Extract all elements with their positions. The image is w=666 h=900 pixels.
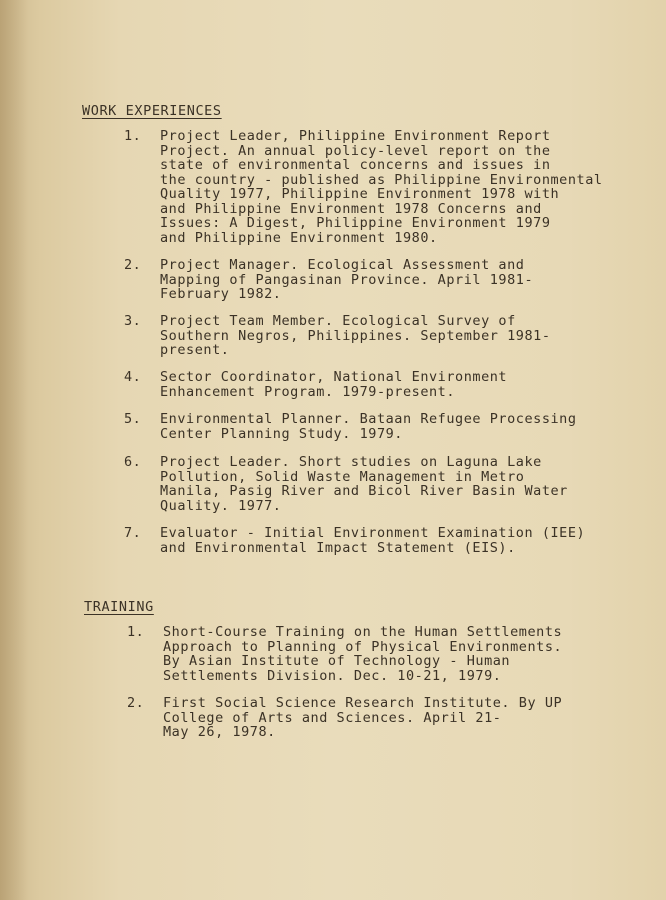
- training-item-1: [127, 625, 562, 683]
- work-item-1-text: Project Leader, Philippine Environment Report Project. An annual policy-level report on the state of environmental concerns and issues in the country - published as Philippine Environmental Quality 1977, Philippine Environment 1978 with and Philippine Environment 1978 Concerns and Issues: A Digest, Philippine Environment 1979 and Philippine Environment 1980.: [160, 128, 603, 246]
- work-item-4: [124, 370, 507, 399]
- page-edge-shadow: [0, 0, 28, 900]
- work-item-7-text: Evaluator - Initial Environment Examination (IEE) and Environmental Impact Statement (EIS).: [160, 525, 586, 556]
- work-item-5-number: 5.: [124, 411, 142, 427]
- training-item-2: [127, 696, 562, 740]
- work-item-2-text: Project Manager. Ecological Assessment and Mapping of Pangasinan Province. April 1981- February 1982.: [160, 257, 534, 302]
- work-item-3: [124, 314, 551, 358]
- work-item-1: [124, 129, 603, 245]
- work-item-3-text: Project Team Member. Ecological Survey of Southern Negros, Philippines. September 1981- present.: [160, 313, 551, 358]
- work-item-1-number: 1.: [124, 128, 142, 144]
- training-item-1-number: 1.: [127, 624, 145, 640]
- work-item-4-number: 4.: [124, 369, 142, 385]
- work-item-2-number: 2.: [124, 257, 142, 273]
- work-item-5: [124, 412, 577, 441]
- training-item-2-number: 2.: [127, 695, 145, 711]
- work-item-5-text: Environmental Planner. Bataan Refugee Processing Center Planning Study. 1979.: [160, 411, 577, 442]
- work-item-4-text: Sector Coordinator, National Environment Enhancement Program. 1979-present.: [160, 369, 508, 400]
- work-item-7-number: 7.: [124, 525, 142, 541]
- work-experiences-heading: WORK EXPERIENCES: [82, 103, 222, 119]
- work-item-6-number: 6.: [124, 454, 142, 470]
- training-item-2-text: First Social Science Research Institute. By UP College of Arts and Sciences. April 21- May 26, 1978.: [163, 695, 563, 740]
- work-item-2: [124, 258, 533, 302]
- training-heading: TRAINING: [84, 599, 154, 615]
- training-item-1-text: Short-Course Training on the Human Settlements Approach to Planning of Physical Environments. By Asian Institute of Technology - Human Settlements Division. Dec. 10-21, 1979.: [163, 624, 563, 684]
- work-item-3-number: 3.: [124, 313, 142, 329]
- work-item-7: [124, 526, 585, 555]
- work-item-6: [124, 455, 568, 513]
- work-item-6-text: Project Leader. Short studies on Laguna Lake Pollution, Solid Waste Management in Metro Manila, Pasig River and Bicol River Basin Water Quality. 1977.: [160, 454, 568, 514]
